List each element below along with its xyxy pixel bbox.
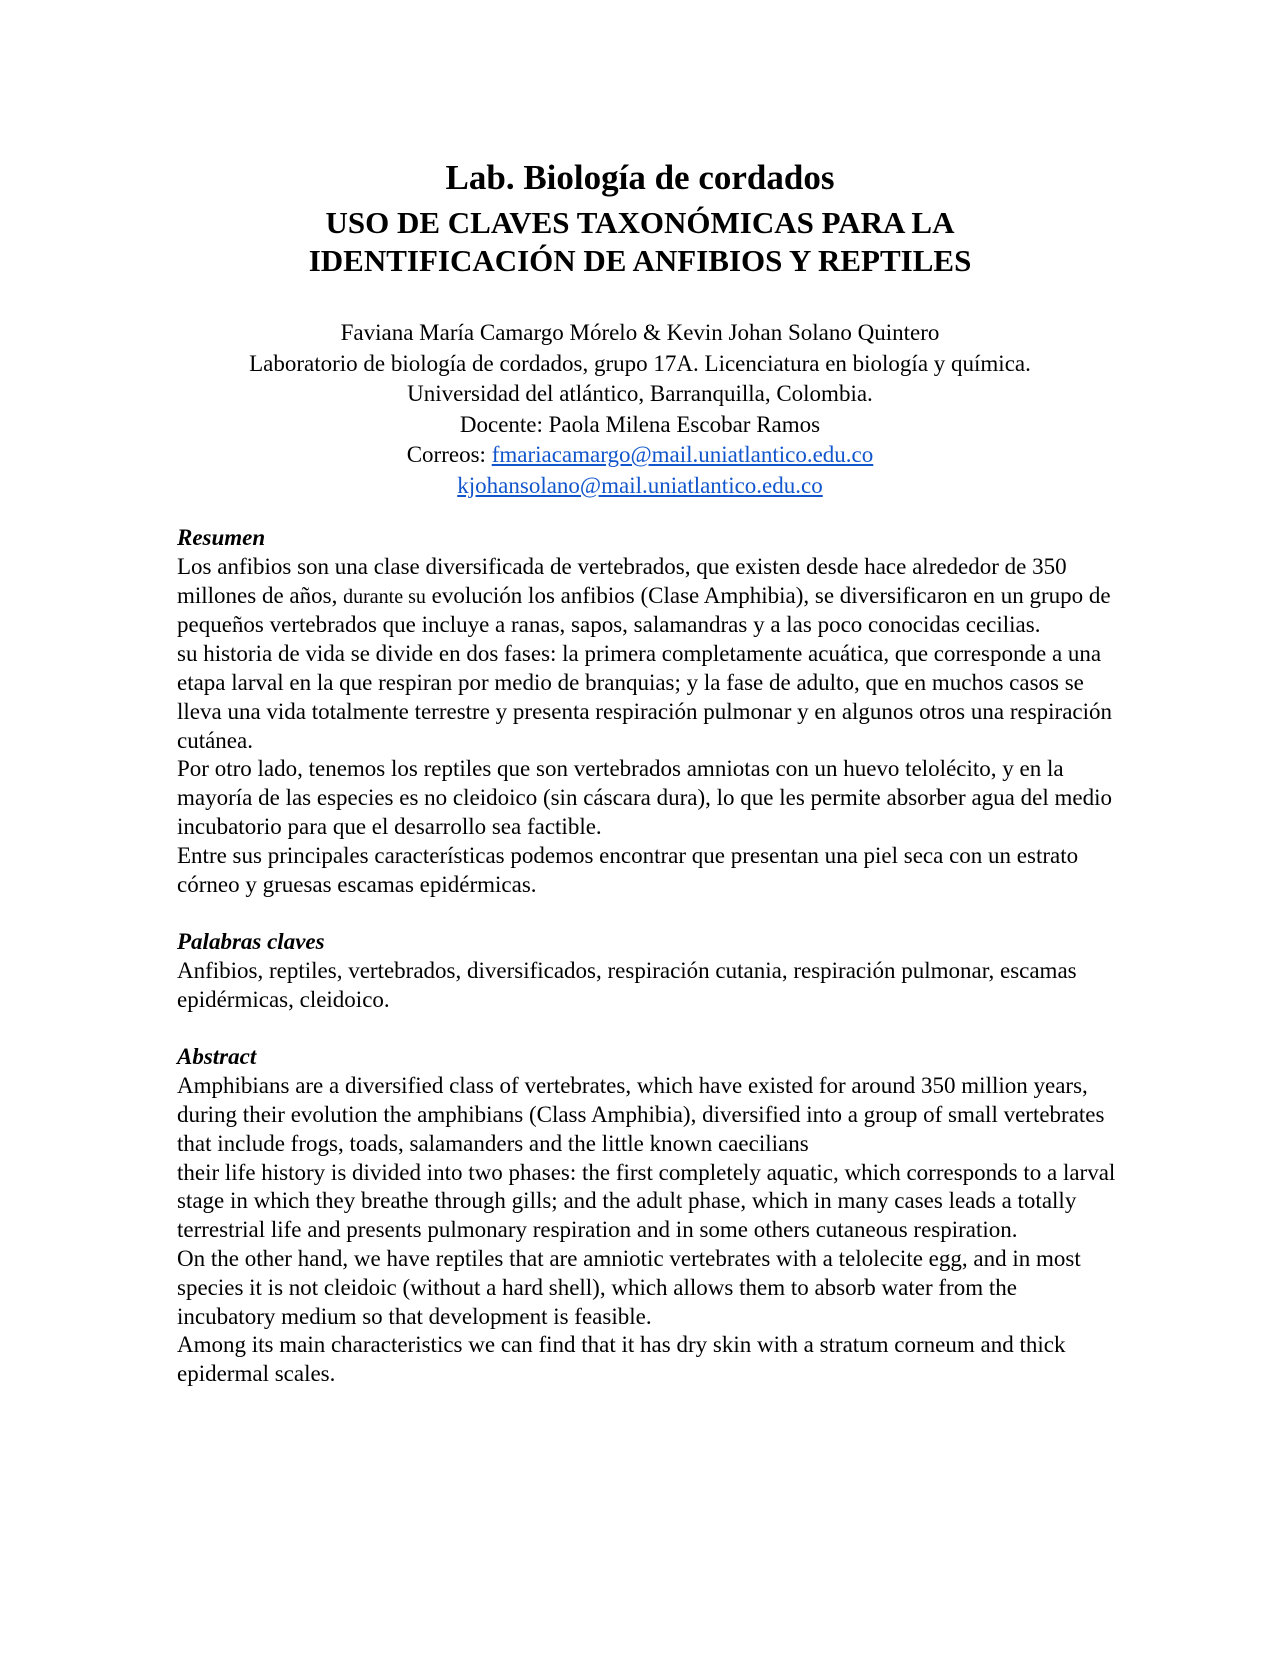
- author-affiliation: Laboratorio de biología de cordados, grupo 17A. Licenciatura en biología y química.: [249, 350, 1031, 376]
- paper-title-line-2: IDENTIFICACIÓN DE ANFIBIOS Y REPTILES: [308, 243, 972, 278]
- emails-line-2: [0, 471, 1280, 502]
- email-link-1[interactable]: fmariacamargo@mail.uniatlantico.edu.co: [491, 442, 874, 467]
- title-block: [0, 156, 1280, 280]
- emails-label: Correos:: [406, 442, 486, 467]
- resumen-paragraph-3: Por otro lado, tenemos los reptiles que son vertebrados amniotas con un huevo telolécito, y en la mayoría de las especies es no cleidoico (sin cáscara dura), lo que les permite absorber agua del medio incubatorio para que el desarrollo sea factible.: [177, 756, 1112, 839]
- resumen-paragraph-4: Entre sus principales características podemos encontrar que presentan una piel seca con un estrato córneo y gruesas escamas epidérmicas.: [177, 842, 1079, 897]
- resumen-paragraph-1: [177, 553, 1117, 640]
- resumen-section: [177, 524, 1117, 899]
- keywords-section: [177, 928, 1117, 1014]
- abstract-heading: Abstract: [177, 1044, 257, 1070]
- email-link-2[interactable]: kjohansolano@mail.uniatlantico.edu.co: [457, 472, 823, 498]
- paper-title-line-1: USO DE CLAVES TAXONÓMICAS PARA LA: [325, 205, 955, 240]
- abstract-section: [177, 1043, 1117, 1389]
- teacher-name: Docente: Paola Milena Escobar Ramos: [459, 411, 821, 437]
- resumen-p1-small: durante su: [343, 585, 426, 608]
- keywords-text: Anfibios, reptiles, vertebrados, diversificados, respiración cutania, respiración pulmonar, escamas epidérmicas, cleidoico.: [177, 957, 1077, 1012]
- resumen-p1-end: evolución los anfibios (Clase Amphibia), se diversificaron en un grupo de pequeños vertebrados que incluye a ranas, sapos, salamandras y a las poco conocidas cecilias.: [177, 582, 1111, 638]
- paper-title: [0, 204, 1280, 280]
- author-university: Universidad del atlántico, Barranquilla, Colombia.: [407, 381, 873, 406]
- abstract-paragraph-4: Among its main characteristics we can find that it has dry skin with a stratum corneum and thick epidermal scales.: [177, 1332, 1066, 1387]
- section-gap: [177, 899, 1117, 928]
- body-text: [177, 524, 1117, 1389]
- abstract-paragraph-3: On the other hand, we have reptiles that are amniotic vertebrates with a telolecite egg, and in most species it is not cleidoic (without a hard shell), which allows them to absorb water from the incubatory medium so that development is feasible.: [177, 1245, 1081, 1329]
- author-block: [0, 318, 1280, 501]
- resumen-p1-start: Los anfibios son una clase diversificada de vertebrados, que existen desde hace alrededor de 350 millones de años,: [177, 553, 1067, 608]
- abstract-paragraph-1: Amphibians are a diversified class of vertebrates, which have existed for around 350 million years, during their evolution the amphibians (Class Amphibia), diversified into a group of small vertebrates that include frogs, toads, salamanders and the little known caecilians: [177, 1073, 1105, 1156]
- author-names: Faviana María Camargo Mórelo & Kevin Johan Solano Quintero: [340, 320, 940, 345]
- keywords-heading: Palabras claves: [177, 929, 325, 955]
- abstract-paragraph-2: their life history is divided into two phases: the first completely aquatic, which corresponds to a larval stage in which they breathe through gills; and the adult phase, which in many cases leads a totally terrestrial life and presents pulmonary respiration and in some others cutaneous respiration.: [177, 1159, 1116, 1243]
- resumen-heading: Resumen: [177, 525, 266, 550]
- resumen-paragraph-2: su historia de vida se divide en dos fases: la primera completamente acuática, que corresponde a una etapa larval en la que respiran por medio de branquias; y la fase de adulto, que en muchos casos se lleva una vida totalmente terrestre y presenta respiración pulmonar y en algunos otros una respiración cutánea.: [177, 641, 1113, 753]
- emails-line: [0, 440, 1280, 471]
- section-gap: [177, 1015, 1117, 1044]
- course-title: Lab. Biología de cordados: [445, 158, 835, 197]
